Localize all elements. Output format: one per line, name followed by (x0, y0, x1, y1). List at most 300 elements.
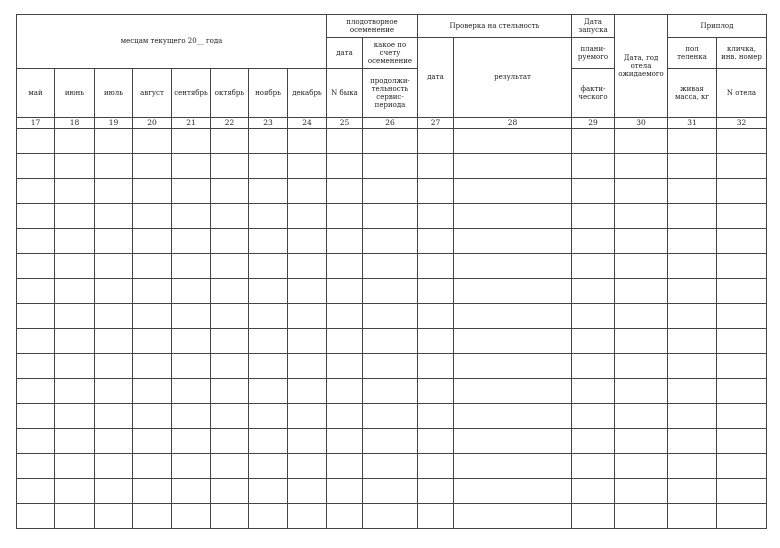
entry-cell[interactable] (288, 304, 327, 329)
table-row (17, 454, 767, 479)
entry-cell[interactable] (418, 204, 454, 229)
entry-cell[interactable] (327, 454, 363, 479)
entry-cell[interactable] (95, 229, 133, 254)
entry-cell[interactable] (327, 479, 363, 504)
entry-cell[interactable] (454, 229, 572, 254)
entry-cell[interactable] (717, 329, 767, 354)
entry-cell[interactable] (288, 329, 327, 354)
entry-cell[interactable] (454, 429, 572, 454)
entry-cell[interactable] (133, 504, 172, 529)
entry-cell[interactable] (418, 129, 454, 154)
entry-cell[interactable] (133, 129, 172, 154)
entry-cell[interactable] (55, 504, 95, 529)
entry-cell[interactable] (327, 429, 363, 454)
entry-cell[interactable] (717, 379, 767, 404)
entry-cell[interactable] (327, 504, 363, 529)
entry-cell[interactable] (211, 179, 249, 204)
entry-cell[interactable] (327, 129, 363, 154)
entry-cell[interactable] (668, 354, 717, 379)
entry-cell[interactable] (668, 379, 717, 404)
table-row (17, 229, 767, 254)
entry-cell[interactable] (95, 504, 133, 529)
entry-cell[interactable] (95, 329, 133, 354)
table-row (17, 329, 767, 354)
column-number: 29 (572, 118, 615, 129)
entry-cell[interactable] (572, 204, 615, 229)
entry-cell[interactable] (172, 154, 211, 179)
entry-cell[interactable] (454, 254, 572, 279)
entry-cell[interactable] (327, 154, 363, 179)
entry-cell[interactable] (172, 504, 211, 529)
month-may: май (17, 69, 55, 118)
entry-cell[interactable] (615, 254, 668, 279)
entry-cell[interactable] (172, 379, 211, 404)
entry-cell[interactable] (288, 379, 327, 404)
entry-cell[interactable] (363, 279, 418, 304)
entry-cell[interactable] (572, 354, 615, 379)
entry-cell[interactable] (717, 129, 767, 154)
entry-cell[interactable] (211, 429, 249, 454)
entry-cell[interactable] (572, 179, 615, 204)
entry-cell[interactable] (55, 479, 95, 504)
entry-cell[interactable] (249, 329, 288, 354)
entry-cell[interactable] (249, 479, 288, 504)
entry-cell[interactable] (717, 279, 767, 304)
entry-cell[interactable] (363, 479, 418, 504)
entry-cell[interactable] (668, 129, 717, 154)
entry-cell[interactable] (454, 179, 572, 204)
entry-cell[interactable] (249, 404, 288, 429)
entry-cell[interactable] (172, 454, 211, 479)
entry-cell[interactable] (454, 154, 572, 179)
calf-sex-header: пол теленка (668, 38, 717, 69)
column-number: 20 (133, 118, 172, 129)
entry-cell[interactable] (55, 129, 95, 154)
entry-cell[interactable] (668, 404, 717, 429)
table-row (17, 254, 767, 279)
entry-cell[interactable] (249, 129, 288, 154)
entry-cell[interactable] (17, 354, 55, 379)
entry-cell[interactable] (327, 354, 363, 379)
column-number: 25 (327, 118, 363, 129)
entry-cell[interactable] (454, 454, 572, 479)
entry-cell[interactable] (17, 179, 55, 204)
entry-cell[interactable] (172, 254, 211, 279)
entry-cell[interactable] (717, 204, 767, 229)
entry-cell[interactable] (211, 479, 249, 504)
entry-cell[interactable] (249, 179, 288, 204)
entry-cell[interactable] (95, 154, 133, 179)
entry-cell[interactable] (133, 179, 172, 204)
entry-cell[interactable] (133, 279, 172, 304)
entry-cell[interactable] (55, 254, 95, 279)
column-number: 19 (95, 118, 133, 129)
entry-cell[interactable] (668, 504, 717, 529)
column-number: 18 (55, 118, 95, 129)
entry-cell[interactable] (454, 404, 572, 429)
insemination-header: плодотворное осеменение (327, 15, 418, 38)
entry-cell[interactable] (668, 429, 717, 454)
entry-cell[interactable] (211, 329, 249, 354)
entry-cell[interactable] (615, 479, 668, 504)
table-row (17, 154, 767, 179)
entry-cell[interactable] (249, 204, 288, 229)
entry-cell[interactable] (55, 154, 95, 179)
entry-cell[interactable] (454, 329, 572, 354)
table-row (17, 304, 767, 329)
entry-cell[interactable] (288, 429, 327, 454)
entry-cell[interactable] (95, 404, 133, 429)
entry-cell[interactable] (363, 129, 418, 154)
entry-cell[interactable] (95, 304, 133, 329)
entry-cell[interactable] (717, 479, 767, 504)
entry-cell[interactable] (717, 504, 767, 529)
entry-cell[interactable] (133, 254, 172, 279)
entry-cell[interactable] (211, 229, 249, 254)
entry-cell[interactable] (327, 229, 363, 254)
column-number: 22 (211, 118, 249, 129)
entry-cell[interactable] (249, 254, 288, 279)
form-sheet (16, 14, 767, 529)
entry-cell[interactable] (95, 429, 133, 454)
table-row (17, 429, 767, 454)
entry-cell[interactable] (418, 354, 454, 379)
entry-cell[interactable] (717, 179, 767, 204)
entry-cell[interactable] (454, 129, 572, 154)
entry-cell[interactable] (172, 204, 211, 229)
entry-cell[interactable] (454, 304, 572, 329)
entry-cell[interactable] (211, 154, 249, 179)
entry-cell[interactable] (172, 304, 211, 329)
entry-cell[interactable] (249, 154, 288, 179)
entry-cell[interactable] (363, 404, 418, 429)
entry-cell[interactable] (95, 379, 133, 404)
entry-cell[interactable] (211, 354, 249, 379)
entry-cell[interactable] (668, 154, 717, 179)
entry-cell[interactable] (95, 454, 133, 479)
entry-cell[interactable] (17, 254, 55, 279)
calving-number-header: N отела (717, 69, 767, 118)
entry-cell[interactable] (55, 379, 95, 404)
entry-cell[interactable] (327, 179, 363, 204)
entry-cell[interactable] (17, 204, 55, 229)
entry-cell[interactable] (327, 304, 363, 329)
entry-cell[interactable] (668, 279, 717, 304)
entry-cell[interactable] (418, 379, 454, 404)
entry-cell[interactable] (572, 379, 615, 404)
entry-cell[interactable] (572, 254, 615, 279)
entry-cell[interactable] (172, 279, 211, 304)
entry-cell[interactable] (55, 204, 95, 229)
entry-cell[interactable] (288, 154, 327, 179)
entry-cell[interactable] (211, 504, 249, 529)
entry-cell[interactable] (55, 429, 95, 454)
entry-cell[interactable] (668, 479, 717, 504)
entry-cell[interactable] (327, 379, 363, 404)
entry-cell[interactable] (172, 429, 211, 454)
entry-cell[interactable] (211, 379, 249, 404)
entry-cell[interactable] (55, 179, 95, 204)
entry-cell[interactable] (454, 279, 572, 304)
entry-cell[interactable] (615, 204, 668, 229)
entry-cell[interactable] (572, 429, 615, 454)
entry-cell[interactable] (288, 204, 327, 229)
entry-cell[interactable] (211, 304, 249, 329)
entry-cell[interactable] (615, 129, 668, 154)
entry-cell[interactable] (133, 479, 172, 504)
entry-cell[interactable] (133, 354, 172, 379)
entry-cell[interactable] (95, 479, 133, 504)
entry-cell[interactable] (572, 279, 615, 304)
entry-cell[interactable] (717, 454, 767, 479)
entry-cell[interactable] (133, 329, 172, 354)
month-december: декабрь (288, 69, 327, 118)
entry-cell[interactable] (418, 504, 454, 529)
entry-cell[interactable] (327, 254, 363, 279)
entry-cell[interactable] (363, 354, 418, 379)
entry-cell[interactable] (249, 504, 288, 529)
entry-cell[interactable] (172, 229, 211, 254)
entry-cell[interactable] (55, 279, 95, 304)
entry-cell[interactable] (17, 154, 55, 179)
calf-weight-header: живая масса, кг (668, 69, 717, 118)
entry-cell[interactable] (363, 204, 418, 229)
entry-cell[interactable] (288, 279, 327, 304)
entry-cell[interactable] (615, 154, 668, 179)
entry-cell[interactable] (133, 204, 172, 229)
entry-cell[interactable] (17, 454, 55, 479)
entry-cell[interactable] (418, 179, 454, 204)
table-row (17, 479, 767, 504)
entry-cell[interactable] (717, 429, 767, 454)
entry-cell[interactable] (615, 329, 668, 354)
entry-cell[interactable] (363, 429, 418, 454)
entry-cell[interactable] (288, 179, 327, 204)
entry-cell[interactable] (17, 279, 55, 304)
table-row (17, 379, 767, 404)
entry-cell[interactable] (288, 479, 327, 504)
entry-cell[interactable] (211, 129, 249, 154)
entry-cell[interactable] (55, 454, 95, 479)
entry-cell[interactable] (668, 254, 717, 279)
entry-cell[interactable] (133, 379, 172, 404)
entry-cell[interactable] (418, 404, 454, 429)
entry-cell[interactable] (288, 404, 327, 429)
entry-cell[interactable] (363, 329, 418, 354)
entry-cell[interactable] (133, 404, 172, 429)
entry-cell[interactable] (133, 304, 172, 329)
entry-cell[interactable] (668, 329, 717, 354)
entry-cell[interactable] (55, 354, 95, 379)
months-header: месцам текущего 20__ года (17, 15, 327, 69)
entry-cell[interactable] (572, 404, 615, 429)
entry-cell[interactable] (668, 454, 717, 479)
month-june: июнь (55, 69, 95, 118)
entry-cell[interactable] (211, 254, 249, 279)
entry-cell[interactable] (615, 429, 668, 454)
entry-cell[interactable] (363, 454, 418, 479)
entry-cell[interactable] (572, 129, 615, 154)
entry-cell[interactable] (668, 304, 717, 329)
entry-cell[interactable] (418, 479, 454, 504)
entry-cell[interactable] (572, 504, 615, 529)
entry-cell[interactable] (95, 254, 133, 279)
entry-cell[interactable] (133, 154, 172, 179)
entry-cell[interactable] (288, 504, 327, 529)
entry-cell[interactable] (418, 279, 454, 304)
entry-cell[interactable] (615, 279, 668, 304)
table-row (17, 204, 767, 229)
entry-cell[interactable] (133, 429, 172, 454)
entry-cell[interactable] (363, 154, 418, 179)
entry-cell[interactable] (249, 229, 288, 254)
column-number-row (17, 118, 767, 129)
entry-cell[interactable] (454, 354, 572, 379)
entry-cell[interactable] (17, 429, 55, 454)
table-row (17, 129, 767, 154)
entry-cell[interactable] (133, 454, 172, 479)
entry-cell[interactable] (55, 329, 95, 354)
entry-cell[interactable] (249, 379, 288, 404)
service-period-header: продолжи-тельность сервис-периода (363, 69, 418, 118)
entry-cell[interactable] (288, 129, 327, 154)
month-july: июль (95, 69, 133, 118)
entry-cell[interactable] (363, 229, 418, 254)
entry-cell[interactable] (615, 379, 668, 404)
entry-cell[interactable] (717, 229, 767, 254)
entry-cell[interactable] (454, 204, 572, 229)
entry-cell[interactable] (668, 204, 717, 229)
entry-cell[interactable] (95, 354, 133, 379)
entry-cell[interactable] (615, 304, 668, 329)
entry-cell[interactable] (172, 129, 211, 154)
entry-cell[interactable] (172, 179, 211, 204)
entry-cell[interactable] (615, 504, 668, 529)
expected-calving-header: Дата, год отела ожидаемого (615, 15, 668, 118)
entry-cell[interactable] (615, 454, 668, 479)
entry-cell[interactable] (363, 179, 418, 204)
entry-cell[interactable] (172, 479, 211, 504)
table-row (17, 354, 767, 379)
pregnancy-result-header: результат (454, 38, 572, 118)
entry-cell[interactable] (55, 404, 95, 429)
entry-cell[interactable] (572, 454, 615, 479)
entry-cell[interactable] (55, 304, 95, 329)
entry-cell[interactable] (288, 454, 327, 479)
entry-cell[interactable] (211, 204, 249, 229)
entry-cell[interactable] (172, 354, 211, 379)
entry-cell[interactable] (454, 479, 572, 504)
entry-cell[interactable] (288, 354, 327, 379)
entry-cell[interactable] (615, 354, 668, 379)
entry-cell[interactable] (363, 379, 418, 404)
entry-cell[interactable] (572, 329, 615, 354)
entry-cell[interactable] (418, 229, 454, 254)
column-number: 31 (668, 118, 717, 129)
entry-cell[interactable] (17, 379, 55, 404)
entry-cell[interactable] (288, 229, 327, 254)
entry-cell[interactable] (572, 229, 615, 254)
entry-cell[interactable] (717, 154, 767, 179)
entry-cell[interactable] (717, 354, 767, 379)
entry-cell[interactable] (327, 279, 363, 304)
column-number: 27 (418, 118, 454, 129)
entry-cell[interactable] (572, 154, 615, 179)
offspring-header: Приплод (668, 15, 767, 38)
entry-cell[interactable] (418, 154, 454, 179)
entry-cell[interactable] (211, 404, 249, 429)
entry-cell[interactable] (615, 404, 668, 429)
entry-cell[interactable] (133, 229, 172, 254)
entry-cell[interactable] (55, 229, 95, 254)
entry-cell[interactable] (327, 404, 363, 429)
entry-cell[interactable] (717, 254, 767, 279)
pregnancy-date-header: дата (418, 38, 454, 118)
entry-cell[interactable] (17, 329, 55, 354)
entry-cell[interactable] (418, 254, 454, 279)
entry-cell[interactable] (172, 329, 211, 354)
entry-cell[interactable] (17, 304, 55, 329)
entry-cell[interactable] (717, 404, 767, 429)
entry-cell[interactable] (17, 229, 55, 254)
entry-cell[interactable] (668, 229, 717, 254)
entry-cell[interactable] (249, 354, 288, 379)
entry-cell[interactable] (418, 429, 454, 454)
entry-cell[interactable] (249, 279, 288, 304)
entry-cell[interactable] (418, 304, 454, 329)
entry-cell[interactable] (615, 229, 668, 254)
column-number: 32 (717, 118, 767, 129)
entry-cell[interactable] (615, 179, 668, 204)
entry-cell[interactable] (327, 204, 363, 229)
entry-cell[interactable] (668, 179, 717, 204)
entry-cell[interactable] (454, 379, 572, 404)
entry-cell[interactable] (418, 454, 454, 479)
entry-cell[interactable] (249, 304, 288, 329)
entry-cell[interactable] (418, 329, 454, 354)
entry-cell[interactable] (454, 504, 572, 529)
column-number: 30 (615, 118, 668, 129)
entry-cell[interactable] (172, 404, 211, 429)
entry-cell[interactable] (572, 304, 615, 329)
entry-cell[interactable] (95, 204, 133, 229)
entry-cell[interactable] (95, 129, 133, 154)
entry-cell[interactable] (17, 404, 55, 429)
entry-cell[interactable] (572, 479, 615, 504)
entry-cell[interactable] (363, 304, 418, 329)
column-number: 17 (17, 118, 55, 129)
entry-cell[interactable] (249, 454, 288, 479)
entry-cell[interactable] (363, 504, 418, 529)
entry-cell[interactable] (288, 254, 327, 279)
month-september: сентябрь (172, 69, 211, 118)
entry-cell[interactable] (327, 329, 363, 354)
entry-cell[interactable] (95, 179, 133, 204)
column-number: 21 (172, 118, 211, 129)
column-number: 26 (363, 118, 418, 129)
entry-cell[interactable] (17, 479, 55, 504)
entry-cell[interactable] (717, 304, 767, 329)
entry-cell[interactable] (211, 454, 249, 479)
dry-off-header: Дата запуска (572, 15, 615, 38)
entry-cell[interactable] (17, 129, 55, 154)
entry-cell[interactable] (17, 504, 55, 529)
insemination-date-header: дата (327, 38, 363, 69)
entry-cell[interactable] (211, 279, 249, 304)
entry-cell[interactable] (249, 429, 288, 454)
entry-cell[interactable] (95, 279, 133, 304)
entry-cell[interactable] (363, 254, 418, 279)
